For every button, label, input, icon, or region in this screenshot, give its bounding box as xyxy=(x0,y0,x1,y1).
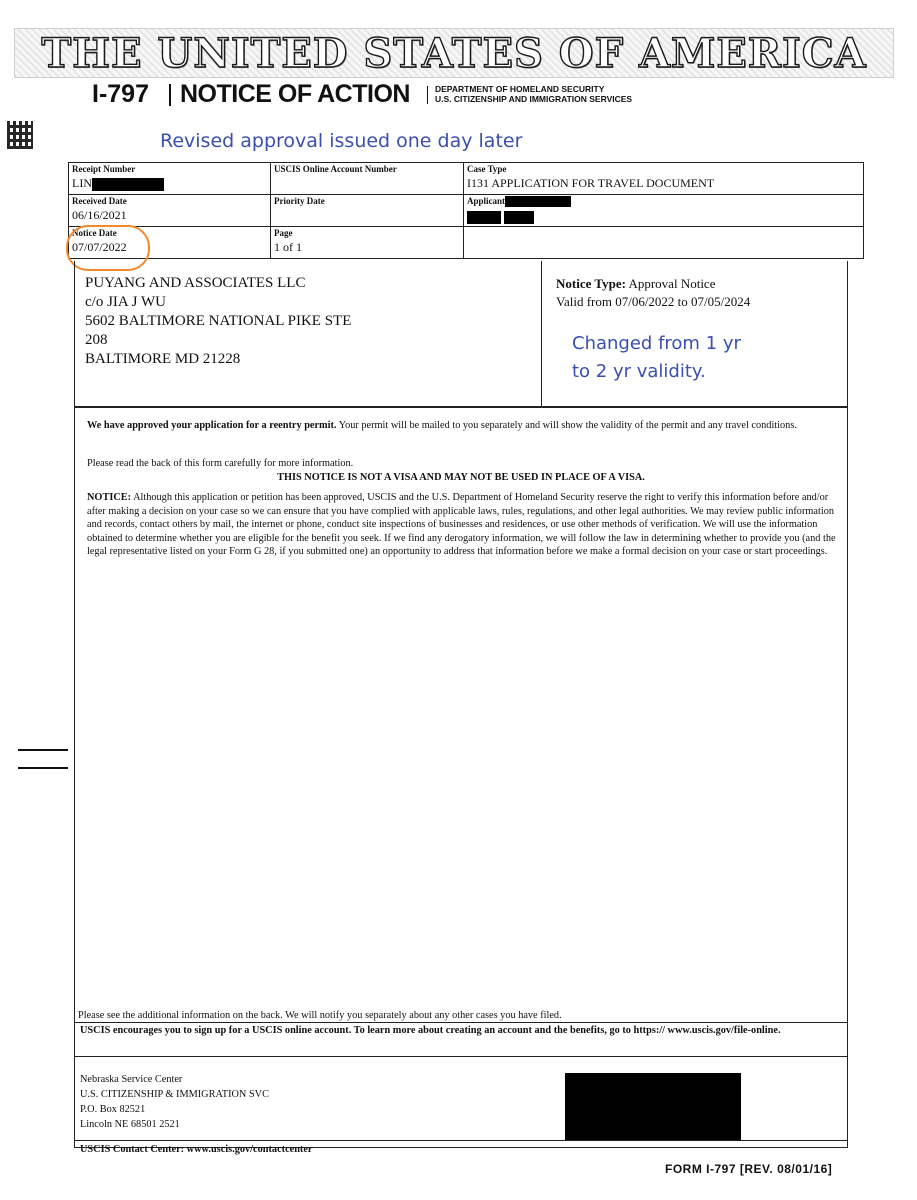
approval-detail: Your permit will be mailed to you separately and will show the validity of the permit and any travel conditions. xyxy=(336,420,797,431)
mailing-address xyxy=(85,274,351,369)
redaction-box xyxy=(504,211,534,224)
center-line: Nebraska Service Center xyxy=(80,1074,183,1085)
redaction-box xyxy=(467,211,501,224)
department-name xyxy=(435,84,632,104)
notice-date-value: 07/07/2022 xyxy=(72,240,127,254)
right-border xyxy=(847,261,848,407)
annotation-line: to 2 yr validity. xyxy=(572,361,706,382)
contact-center: USCIS Contact Center: www.uscis.gov/contactcenter xyxy=(80,1144,313,1155)
notice-type-value: Approval Notice xyxy=(628,276,716,291)
divider xyxy=(74,1140,848,1141)
applicant-label: Applicant xyxy=(467,196,506,206)
center-line: U.S. CITIZENSHIP & IMMIGRATION SVC xyxy=(80,1089,269,1100)
address-line: PUYANG AND ASSOCIATES LLC xyxy=(85,275,306,291)
priority-date-cell xyxy=(271,195,464,227)
notice-paragraph xyxy=(87,491,842,559)
address-line: c/o JIA J WU xyxy=(85,294,166,310)
page-value: 1 of 1 xyxy=(274,240,302,254)
barcode-icon xyxy=(7,121,33,149)
redaction-box xyxy=(565,1073,741,1141)
redaction-box xyxy=(92,178,164,191)
dept-line-2: U.S. CITIZENSHIP AND IMMIGRATION SERVICES xyxy=(435,94,633,104)
additional-info-note: Please see the additional information on the back. We will notify you separately about any other cases you have filed. xyxy=(78,1010,562,1021)
not-a-visa-warning: THIS NOTICE IS NOT A VISA AND MAY NOT BE USED IN PLACE OF A VISA. xyxy=(277,472,645,483)
applicant-cell xyxy=(464,195,864,227)
form-revision: FORM I-797 [REV. 08/01/16] xyxy=(665,1162,833,1176)
annotation-top: Revised approval issued one day later xyxy=(160,130,523,152)
address-line: 208 xyxy=(85,332,108,348)
annotation-line: Changed from 1 yr xyxy=(572,333,741,354)
read-back-note: Please read the back of this form carefully for more information. xyxy=(87,458,354,469)
received-date-label: Received Date xyxy=(72,196,127,206)
case-type-cell xyxy=(464,163,864,195)
receipt-number-value: LIN xyxy=(72,176,92,190)
case-type-value: I131 APPLICATION FOR TRAVEL DOCUMENT xyxy=(467,176,715,190)
approval-statement: We have approved your application for a reentry permit. xyxy=(87,420,337,431)
approval-paragraph xyxy=(87,419,837,432)
notice-text: Although this application or petition has been approved, USCIS and the U.S. Department of Homeland Security reserve the right to verify this information before and/or after making a decision on your case so we can ensure that you have complied with applicable laws, rules, regulations, and other legal authorities. We may review public information and records, contact others by mail, the internet or phone, conduct site inspections of businesses and residences, or use other methods of verification. We will use the information obtained to determine whether you are eligible for the benefit you seek. If we find any derogatory information, we will follow the law in determining whether to provide you (and the legal representative listed on your Form G 28, if you submitted one) an opportunity to address that information before we make a formal decision on your case or start proceedings. xyxy=(87,492,836,557)
margin-marks xyxy=(18,749,68,785)
priority-date-label: Priority Date xyxy=(274,196,325,206)
received-date-cell xyxy=(69,195,271,227)
divider xyxy=(74,1056,848,1057)
form-title: NOTICE OF ACTION xyxy=(180,80,410,108)
form-id: I-797 xyxy=(92,80,149,108)
dept-divider xyxy=(427,86,428,104)
online-account-promo: USCIS encourages you to sign up for a USCIS online account. To learn more about creating an account and the benefits, go to https:// www.uscis.gov/file-online. xyxy=(80,1025,781,1036)
empty-cell xyxy=(464,227,864,259)
address-line: 5602 BALTIMORE NATIONAL PIKE STE xyxy=(85,313,352,329)
notice-date-label: Notice Date xyxy=(72,228,117,238)
page-cell xyxy=(271,227,464,259)
case-info-grid xyxy=(68,162,864,259)
header-divider xyxy=(169,84,171,106)
case-type-label: Case Type xyxy=(467,164,507,174)
banner xyxy=(14,28,894,78)
center-line: Lincoln NE 68501 2521 xyxy=(80,1119,180,1130)
redaction-box xyxy=(505,196,571,207)
address-line: BALTIMORE MD 21228 xyxy=(85,351,241,367)
center-line: P.O. Box 82521 xyxy=(80,1104,146,1115)
service-center-address xyxy=(80,1072,269,1132)
received-date-value: 06/16/2021 xyxy=(72,208,127,222)
dept-line-1: DEPARTMENT OF HOMELAND SECURITY xyxy=(435,84,605,94)
notice-heading: NOTICE: xyxy=(87,492,132,503)
annotation-side xyxy=(572,330,741,386)
notice-type-block xyxy=(556,275,750,311)
online-account-cell xyxy=(271,163,464,195)
receipt-number-label: Receipt Number xyxy=(72,164,136,174)
receipt-number-cell xyxy=(69,163,271,195)
validity-period: Valid from 07/06/2022 to 07/05/2024 xyxy=(556,294,751,309)
notice-type-label: Notice Type: xyxy=(556,276,626,291)
page-label: Page xyxy=(274,228,293,238)
banner-title: THE UNITED STATES OF AMERICA xyxy=(41,29,867,77)
online-account-label: USCIS Online Account Number xyxy=(274,164,397,174)
